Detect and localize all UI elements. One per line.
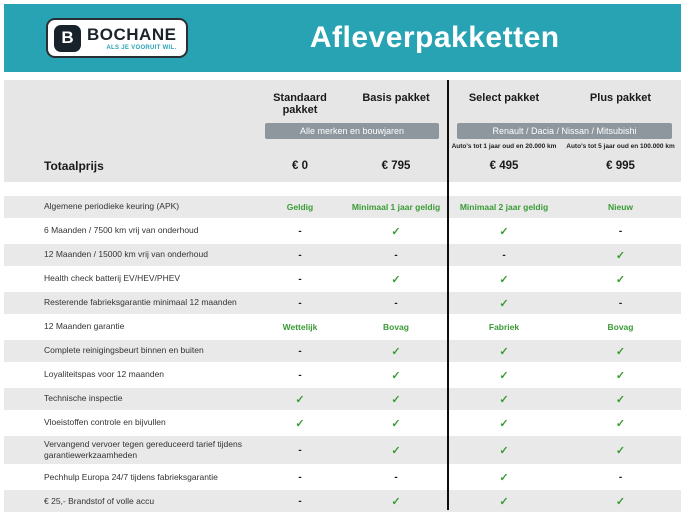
check-icon: ✓ (615, 273, 626, 286)
feature-row (4, 436, 681, 464)
dash-mark: - (298, 225, 302, 237)
column-header-select: Select pakket (468, 92, 540, 104)
totaalprijs-row (4, 150, 681, 173)
check-icon: ✓ (615, 393, 626, 406)
check-icon: ✓ (391, 495, 401, 508)
check-icon: ✓ (499, 225, 509, 238)
feature-label: 6 Maanden / 7500 km vrij van onderhoud (44, 225, 199, 236)
feature-row (4, 388, 681, 410)
check-icon: ✓ (391, 225, 401, 238)
feature-label: Health check batterij EV/HEV/PHEV (44, 273, 181, 284)
check-icon: ✓ (615, 369, 626, 382)
table-header (4, 80, 681, 182)
logo-text (87, 26, 176, 51)
feature-value: Bovag (383, 322, 409, 332)
dash-mark: - (394, 249, 398, 261)
feature-label: Algemene periodieke keuring (APK) (44, 201, 180, 212)
feature-label: € 25,- Brandstof of volle accu (44, 495, 155, 506)
feature-value: Minimaal 1 jaar geldig (351, 202, 441, 212)
dash-mark: - (298, 249, 302, 261)
feature-label: Pechhulp Europa 24/7 tijdens fabrieksgarantie (44, 471, 218, 482)
feature-label: Vloeistoffen controle en bijvullen (44, 417, 166, 428)
brand-name: BOCHANE (87, 24, 177, 44)
feature-row (4, 316, 681, 338)
check-icon: ✓ (499, 471, 509, 484)
feature-label: Loyaliteitspas voor 12 maanden (44, 369, 165, 380)
dash-mark: - (618, 297, 623, 309)
check-icon: ✓ (499, 417, 509, 430)
badge-merken-lijst: Renault / Dacia / Nissan / Mitsubishi (457, 123, 672, 139)
dash-mark: - (618, 471, 623, 483)
feature-label: Resterende fabrieksgarantie minimaal 12 maanden (44, 297, 237, 308)
feature-row (4, 466, 681, 488)
page-title: Afleverpakketten (309, 21, 560, 54)
bochane-logo (46, 18, 188, 58)
dash-mark: - (298, 444, 302, 456)
dash-mark: - (618, 225, 623, 237)
column-header-basis: Basis pakket (362, 92, 430, 104)
check-icon: ✓ (615, 495, 626, 508)
check-icon: ✓ (499, 369, 509, 382)
subnote-select: Auto's tot 1 jaar oud en 20.000 km (451, 143, 557, 150)
check-icon: ✓ (499, 273, 509, 286)
dash-mark: - (502, 249, 506, 261)
price-select: € 495 (489, 160, 519, 172)
feature-row (4, 244, 681, 266)
column-group-divider (447, 80, 449, 510)
feature-value: Nieuw (607, 202, 634, 212)
check-icon: ✓ (391, 345, 401, 358)
feature-value: Minimaal 2 jaar geldig (459, 202, 549, 212)
feature-label: Technische inspectie (44, 393, 123, 404)
dash-mark: - (298, 471, 302, 483)
check-icon: ✓ (391, 417, 401, 430)
feature-row (4, 268, 681, 290)
bochane-logo-icon: B (54, 25, 81, 52)
badge-alle-merken: Alle merken en bouwjaren (265, 123, 439, 139)
check-icon: ✓ (295, 417, 305, 430)
feature-rows (4, 196, 681, 512)
feature-value: Wettelijk (282, 322, 318, 332)
price-standaard: € 0 (292, 160, 308, 172)
feature-label: Vervangend vervoer tegen gereduceerd tarief tijdens garantiewerkzaamheden (44, 439, 242, 461)
feature-label: 12 Maanden garantie (44, 321, 125, 332)
group-badges-row (4, 123, 681, 139)
feature-row (4, 412, 681, 434)
dash-mark: - (298, 345, 302, 357)
check-icon: ✓ (499, 444, 509, 457)
check-icon: ✓ (499, 345, 509, 358)
feature-label: Complete reinigingsbeurt binnen en buiten (44, 345, 204, 356)
check-icon: ✓ (391, 369, 401, 382)
column-header-standaard: Standaard pakket (273, 92, 327, 116)
check-icon: ✓ (295, 393, 305, 406)
check-icon: ✓ (615, 249, 626, 262)
feature-row (4, 490, 681, 512)
check-icon: ✓ (615, 345, 626, 358)
dash-mark: - (394, 471, 398, 483)
brand-tagline: ALS JE VOORUIT WIL. (106, 44, 177, 51)
feature-label: 12 Maanden / 15000 km vrij van onderhoud (44, 249, 208, 260)
check-icon: ✓ (615, 417, 626, 430)
package-comparison-table (4, 80, 681, 510)
check-icon: ✓ (615, 444, 626, 457)
feature-row (4, 220, 681, 242)
check-icon: ✓ (499, 393, 509, 406)
top-banner (4, 4, 681, 72)
column-header-plus: Plus pakket (589, 92, 652, 104)
price-plus: € 995 (606, 160, 635, 172)
subnotes-row (4, 139, 681, 150)
column-headers-row (4, 87, 681, 123)
check-icon: ✓ (391, 393, 401, 406)
check-icon: ✓ (391, 273, 401, 286)
dash-mark: - (298, 297, 302, 309)
check-icon: ✓ (499, 297, 509, 310)
header-body-gap (4, 182, 681, 196)
totaalprijs-label: Totaalprijs (44, 159, 104, 173)
feature-value: Bovag (607, 322, 634, 332)
feature-row (4, 340, 681, 362)
feature-row (4, 364, 681, 386)
subnote-plus: Auto's tot 5 jaar oud en 100.000 km (566, 143, 675, 150)
dash-mark: - (298, 369, 302, 381)
dash-mark: - (298, 273, 302, 285)
feature-value: Fabriek (488, 322, 520, 332)
feature-row (4, 196, 681, 218)
dash-mark: - (394, 297, 398, 309)
feature-value: Geldig (286, 202, 314, 212)
dash-mark: - (298, 495, 302, 507)
check-icon: ✓ (391, 444, 401, 457)
feature-row (4, 292, 681, 314)
price-basis: € 795 (381, 160, 411, 172)
check-icon: ✓ (499, 495, 509, 508)
